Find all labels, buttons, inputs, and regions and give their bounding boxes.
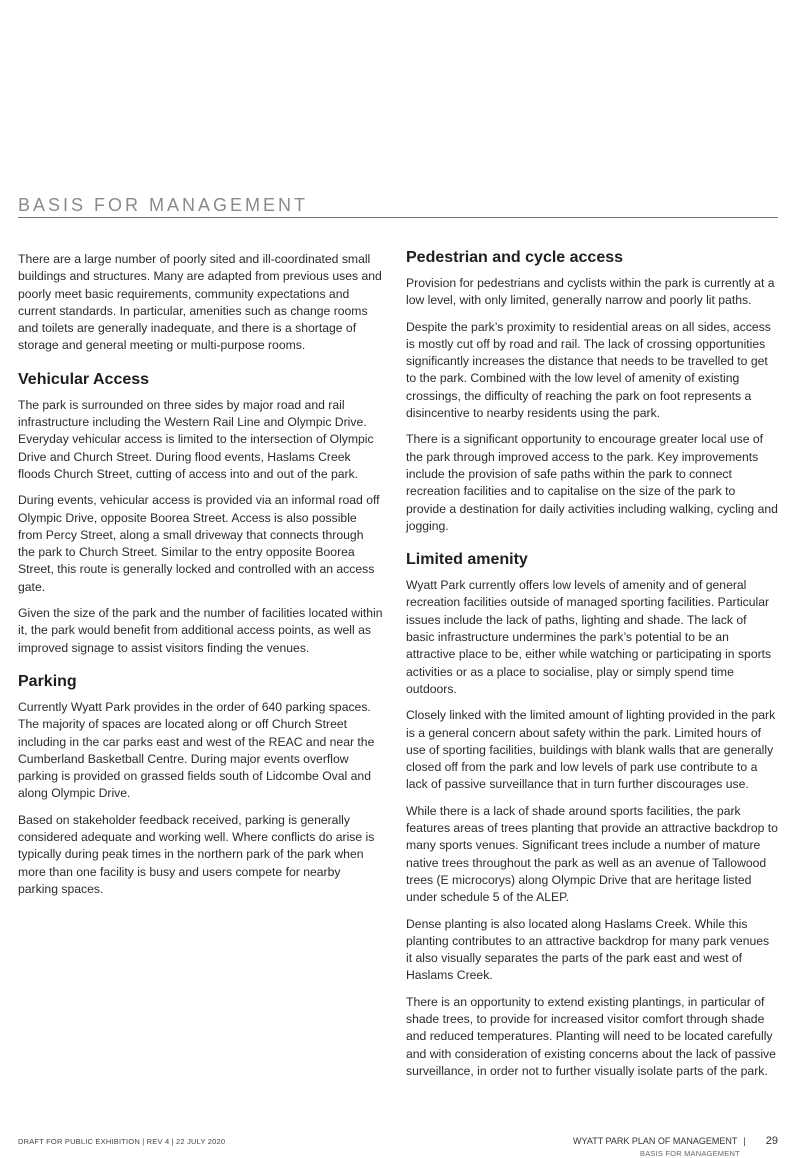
parking-paragraph-2: Based on stakeholder feedback received, parking is generally considered adequate and working well. Where conflicts do arise is typically during peak times in the northern park of the park when more than one facility is busy and users compete for nearby parking spaces. [18,812,375,896]
footer-separator: | [743,1136,746,1146]
vehicular-access-heading: Vehicular Access [18,370,150,388]
right-column [406,248,778,1089]
pedestrian-paragraph-1: Provision for pedestrians and cyclists within the park is currently at a low level, with only limited, generally narrow and poorly lit paths. [406,276,775,308]
footer-doc-title: WYATT PARK PLAN OF MANAGEMENT [573,1136,738,1146]
amenity-paragraph-5: There is an opportunity to extend existing plantings, in particular of shade trees, to provide for increased visitor comfort through shade and reduced temperatures. Planting will need to be located carefully and with consideration of existing concerns about the lack of passive surveillance, in order not to further visually isolate parts of the park. [406,994,776,1078]
parking-heading: Parking [18,672,77,690]
pedestrian-paragraph-2: Despite the park’s proximity to residential areas on all sides, access is mostly cut off by road and rail. The lack of crossing opportunities significantly increases the distance that needs to be travelled to get to the park. Combined with the low level of amenity of existing crossings, the difficulty of reaching the park on foot represents a disincentive to nearby residents using the park. [406,319,771,421]
vehicular-paragraph-3: Given the size of the park and the number of facilities located within it, the park would benefit from additional access points, as well as improved signage to assist visitors finding the venues. [18,606,383,655]
limited-amenity-heading: Limited amenity [406,551,528,569]
amenity-paragraph-3: While there is a lack of shade around sports facilities, the park features areas of trees planting that provide an attractive backdrop to many sports venues. Significant trees include a number of mature native trees throughout the park as well as an avenue of Tallowood trees (E microcorys) along Olympic Drive that are heritage listed under schedule 5 of the ALEP. [406,803,778,905]
pedestrian-paragraph-3: There is a significant opportunity to encourage greater local use of the park through improved access to the park. Key improvements include the provision of safe paths within the park to connect recreation facilities and to capitalise on the size of the park to provide a destination for daily activities including walking, cycling and jogging. [406,432,778,533]
section-header [18,195,778,218]
section-title: BASIS FOR MANAGEMENT [18,195,309,215]
amenity-paragraph-2: Closely linked with the limited amount of lighting provided in the park is a general concern about safety within the park. Limited hours of use of sporting facilities, buildings with blank walls that are generally closed off from the park and low levels of park use contribute to a lack of passive surveillance that in turn further discourages use. [406,708,776,792]
parking-paragraph-1: Currently Wyatt Park provides in the order of 640 parking spaces. The majority of spaces are located along or off Church Street including in the car parks east and west of the REAC and near the Cumberland Basketball Centre. During major events overflow parking is provided on grassed fields south of Lidcombe Oval and along Olympic Drive. [18,699,375,801]
left-column [18,251,383,907]
footer-draft-label: DRAFT FOR PUBLIC EXHIBITION | REV 4 | 22 JULY 2020 [18,1137,226,1146]
amenity-paragraph-1: Wyatt Park currently offers low levels of amenity and of general recreation facilities outside of managed sporting facilities. Particular issues include the lack of paths, lighting and shade. The lack of basic infrastructure undermines the park’s potential to be an attractive place to be, either while watching or participating in sports activities or as a place to socialise, play or simply spend time outdoors. [406,578,772,696]
pedestrian-cycle-heading: Pedestrian and cycle access [406,249,624,266]
footer-section-label: BASIS FOR MANAGEMENT [640,1149,740,1158]
amenity-paragraph-4: Dense planting is also located along Haslams Creek. While this planting contributes to an attractive backdrop for many park venues it also visually separates the parts of the park east and west of Haslams Creek. [406,916,770,983]
vehicular-paragraph-1: The park is surrounded on three sides by major road and rail infrastructure including the Western Rail Line and Olympic Drive. Everyday vehicular access is limited to the intersection of Olympic Drive and Church Street. During flood events, Haslams Creek floods Church Street, cutting of access into and out of the park. [18,397,374,481]
intro-paragraph: There are a large number of poorly sited and ill-coordinated small buildings and structures. Many are adapted from previous uses and poorly meet basic requirements, community expectations and current standards. In particular, amenities such as change rooms and toilets are generally inadequate, and there is a shortage of storage and general meeting or multi-purpose rooms. [18,252,382,353]
footer-right [573,1135,778,1147]
page-number: 29 [765,1135,778,1147]
vehicular-paragraph-2: During events, vehicular access is provided via an informal road off Olympic Drive, opposite Boorea Street. Access is also possible from Percy Street, along a small driveway that connects through the park to Church Street. Similar to the entry opposite Boorea Street, this route is generally locked and controlled with an access gate. [18,493,380,594]
